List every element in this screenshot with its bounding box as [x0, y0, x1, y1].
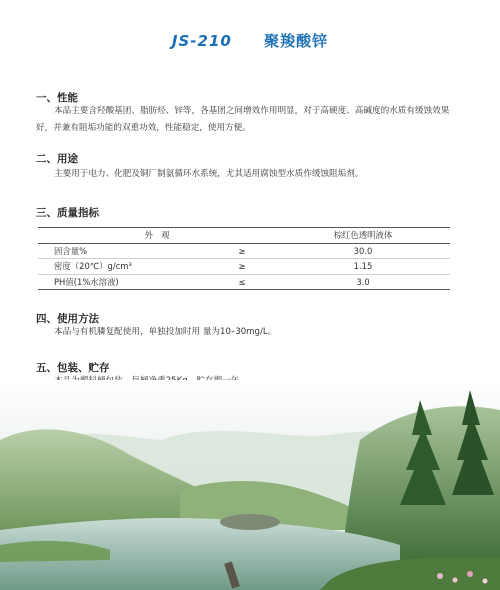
- row-symbol: ≥: [208, 259, 276, 275]
- section-text-properties: 本品主要含羟酸基团、脂肪烃、锌等，各基团之间增效作用明显，对于高硬度、高碱度的水质有缓蚀效果好，并兼有阻垢功能的双重功效，性能稳定，使用方便。: [36, 106, 450, 133]
- table-header-value: 棕红色透明液体: [276, 228, 450, 244]
- row-symbol: ≤: [208, 274, 276, 290]
- quality-spec-table: [38, 227, 450, 290]
- row-name: 固含量%: [38, 243, 208, 259]
- table-header-row: [38, 228, 450, 244]
- row-value: 1.15: [276, 259, 450, 275]
- row-value: 30.0: [276, 243, 450, 259]
- landscape-image: [0, 380, 500, 590]
- table-row: [38, 259, 450, 275]
- section-heading-quality: 三、质量指标: [36, 207, 99, 219]
- section-text-method: 本品与有机膦复配使用，单独投加时用 量为10–30mg/L。: [54, 327, 277, 337]
- table-row: [38, 274, 450, 290]
- product-name: 聚羧酸锌: [264, 32, 329, 50]
- product-code: JS-210: [171, 32, 232, 50]
- section-heading-packaging: 五、包装、贮存: [36, 362, 110, 374]
- section-text-usage: 主要用于电力、化肥及铜厂制氨循环水系统，尤其适用腐蚀型水质作缓蚀阻垢剂。: [54, 169, 364, 179]
- row-name: 密度（20℃）g/cm³: [38, 259, 208, 275]
- table-row: [38, 243, 450, 259]
- section-heading-method: 四、使用方法: [36, 313, 99, 325]
- row-symbol: ≥: [208, 243, 276, 259]
- row-name: PH值(1%水溶液): [38, 274, 208, 290]
- row-value: 3.0: [276, 274, 450, 290]
- document-title: [0, 30, 500, 51]
- section-heading-properties: 一、性能: [36, 92, 78, 104]
- table-header-item: 外 观: [38, 228, 276, 244]
- section-heading-usage: 二、用途: [36, 153, 78, 165]
